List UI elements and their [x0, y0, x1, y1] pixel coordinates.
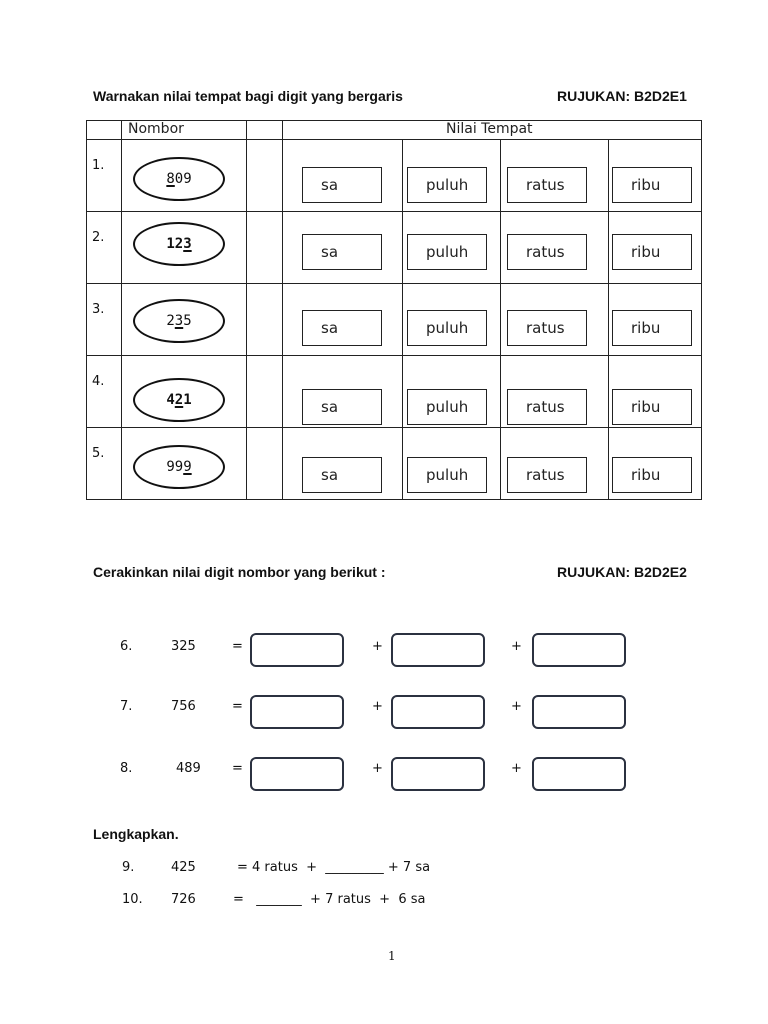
- place-value-option-puluh[interactable]: puluh: [407, 310, 487, 346]
- reference-1: RUJUKAN: B2D2E1: [557, 88, 687, 104]
- answer-box[interactable]: [250, 757, 344, 791]
- instruction-1: Warnakan nilai tempat bagi digit yang bergaris: [93, 88, 403, 104]
- digit: 1: [183, 392, 192, 408]
- row-number: 1.: [92, 158, 105, 173]
- place-value-option-puluh[interactable]: puluh: [407, 389, 487, 425]
- answer-box[interactable]: [391, 695, 485, 729]
- place-value-option-ribu[interactable]: ribu: [612, 389, 692, 425]
- place-value-option-puluh[interactable]: puluh: [407, 457, 487, 493]
- number-oval: [133, 222, 225, 266]
- answer-box[interactable]: [532, 633, 626, 667]
- plus-sign: +: [372, 699, 383, 714]
- underlined-digit: 3: [174, 313, 184, 329]
- place-value-option-ribu[interactable]: ribu: [612, 457, 692, 493]
- question-value: 325: [171, 639, 196, 654]
- place-value-option-sa[interactable]: sa: [302, 457, 382, 493]
- question-number: 8.: [120, 761, 133, 776]
- reference-2: RUJUKAN: B2D2E2: [557, 564, 687, 580]
- digit: 9: [166, 459, 175, 475]
- column-header-nombor: Nombor: [128, 121, 184, 137]
- underlined-digit: 9: [183, 459, 192, 475]
- question-10-number: 10.: [122, 892, 143, 907]
- row-number: 2.: [92, 230, 105, 245]
- place-value-option-ribu[interactable]: ribu: [612, 167, 692, 203]
- place-value-option-ribu[interactable]: ribu: [612, 234, 692, 270]
- equals-sign: =: [232, 639, 243, 654]
- plus-sign: +: [511, 639, 522, 654]
- column-header-nilai-tempat: Nilai Tempat: [446, 121, 533, 137]
- plus-sign: +: [511, 761, 522, 776]
- instruction-2: Cerakinkan nilai digit nombor yang berikut :: [93, 564, 386, 580]
- number-oval: [133, 157, 225, 201]
- place-value-option-sa[interactable]: sa: [302, 389, 382, 425]
- place-value-option-ratus[interactable]: ratus: [507, 389, 587, 425]
- answer-box[interactable]: [391, 633, 485, 667]
- plus-sign: +: [372, 639, 383, 654]
- digit: 2: [174, 236, 184, 252]
- page-number: 1: [388, 949, 396, 963]
- underlined-digit: 8: [166, 171, 175, 187]
- question-9-value: 425: [171, 860, 196, 875]
- underlined-digit: 3: [183, 236, 192, 252]
- digit: 2: [166, 313, 175, 329]
- place-value-option-puluh[interactable]: puluh: [407, 167, 487, 203]
- question-number: 7.: [120, 699, 133, 714]
- answer-box[interactable]: [391, 757, 485, 791]
- digit: 9: [174, 459, 184, 475]
- question-value: 756: [171, 699, 196, 714]
- place-value-option-ratus[interactable]: ratus: [507, 310, 587, 346]
- digit: 5: [183, 313, 192, 329]
- digit: 9: [183, 171, 192, 187]
- equals-sign: =: [232, 761, 243, 776]
- digit: 4: [166, 392, 175, 408]
- number-oval: [133, 299, 225, 343]
- digit: 0: [174, 171, 184, 187]
- question-9-number: 9.: [122, 860, 135, 875]
- plus-sign: +: [511, 699, 522, 714]
- underlined-digit: 2: [174, 392, 184, 408]
- answer-box[interactable]: [250, 695, 344, 729]
- number-oval: [133, 445, 225, 489]
- row-number: 4.: [92, 374, 105, 389]
- place-value-option-ratus[interactable]: ratus: [507, 234, 587, 270]
- place-value-option-puluh[interactable]: puluh: [407, 234, 487, 270]
- plus-sign: +: [372, 761, 383, 776]
- number-oval: [133, 378, 225, 422]
- answer-box[interactable]: [532, 757, 626, 791]
- equals-sign: =: [232, 699, 243, 714]
- answer-box[interactable]: [532, 695, 626, 729]
- place-value-option-ribu[interactable]: ribu: [612, 310, 692, 346]
- question-value: 489: [176, 761, 201, 776]
- answer-box[interactable]: [250, 633, 344, 667]
- section-3-title: Lengkapkan.: [93, 826, 179, 842]
- question-9-expression: = 4 ratus + _________ + 7 sa: [237, 860, 431, 875]
- place-value-option-sa[interactable]: sa: [302, 234, 382, 270]
- place-value-option-sa[interactable]: sa: [302, 310, 382, 346]
- row-number: 5.: [92, 446, 105, 461]
- question-number: 6.: [120, 639, 133, 654]
- question-10-value: 726: [171, 892, 196, 907]
- digit: 1: [166, 236, 175, 252]
- place-value-option-sa[interactable]: sa: [302, 167, 382, 203]
- place-value-option-ratus[interactable]: ratus: [507, 167, 587, 203]
- question-10-expression: = _______ + 7 ratus + 6 sa: [233, 892, 426, 907]
- row-number: 3.: [92, 302, 105, 317]
- place-value-option-ratus[interactable]: ratus: [507, 457, 587, 493]
